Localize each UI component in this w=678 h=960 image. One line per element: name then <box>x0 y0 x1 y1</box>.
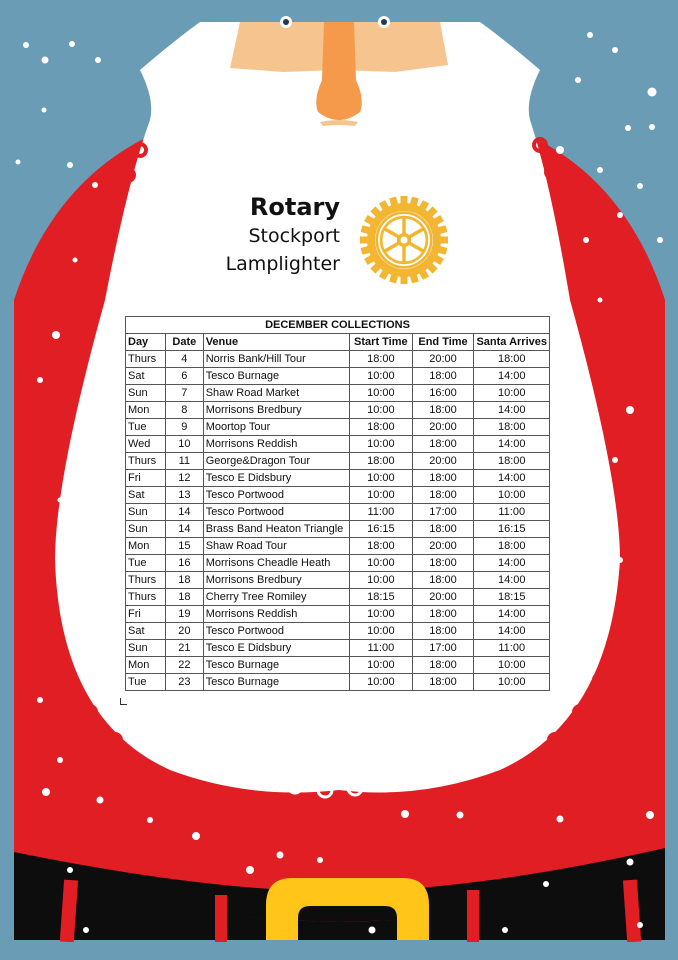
cell-start-time: 16:15 <box>350 521 412 538</box>
cell-date: 9 <box>165 419 203 436</box>
cell-venue: Moortop Tour <box>203 419 349 436</box>
col-santa-arrives: Santa Arrives <box>474 334 550 351</box>
cell-end-time: 20:00 <box>412 351 474 368</box>
table-row <box>126 657 550 674</box>
col-end-time: End Time <box>412 334 474 351</box>
table-row <box>126 555 550 572</box>
cell-day: Tue <box>126 555 166 572</box>
col-date: Date <box>165 334 203 351</box>
cell-venue: Morrisons Reddish <box>203 436 349 453</box>
cell-day: Thurs <box>126 453 166 470</box>
cell-start-time: 10:00 <box>350 402 412 419</box>
cell-day: Thurs <box>126 589 166 606</box>
table-row <box>126 521 550 538</box>
cell-santa-arrives: 18:00 <box>474 453 550 470</box>
cell-day: Tue <box>126 419 166 436</box>
cell-venue: Tesco Burnage <box>203 674 349 691</box>
cell-day: Thurs <box>126 572 166 589</box>
cell-day: Mon <box>126 538 166 555</box>
cell-date: 16 <box>165 555 203 572</box>
cell-venue: Morrisons Bredbury <box>203 402 349 419</box>
cell-venue: Shaw Road Market <box>203 385 349 402</box>
cell-venue: Tesco Burnage <box>203 368 349 385</box>
cell-date: 15 <box>165 538 203 555</box>
cell-date: 18 <box>165 589 203 606</box>
cell-start-time: 10:00 <box>350 623 412 640</box>
table-row <box>126 572 550 589</box>
cell-date: 14 <box>165 504 203 521</box>
december-collections-table <box>125 316 550 691</box>
table-row <box>126 674 550 691</box>
cell-date: 23 <box>165 674 203 691</box>
cell-start-time: 10:00 <box>350 470 412 487</box>
cell-end-time: 18:00 <box>412 436 474 453</box>
cell-day: Sun <box>126 385 166 402</box>
table-row <box>126 623 550 640</box>
crop-mark <box>120 698 127 705</box>
table-row <box>126 453 550 470</box>
table-row <box>126 385 550 402</box>
cell-start-time: 18:15 <box>350 589 412 606</box>
table-body <box>126 351 550 691</box>
cell-santa-arrives: 18:00 <box>474 538 550 555</box>
cell-end-time: 18:00 <box>412 368 474 385</box>
cell-venue: Morrisons Bredbury <box>203 572 349 589</box>
cell-start-time: 18:00 <box>350 453 412 470</box>
cell-start-time: 18:00 <box>350 351 412 368</box>
club-heading <box>200 192 340 278</box>
cell-date: 21 <box>165 640 203 657</box>
cell-date: 18 <box>165 572 203 589</box>
cell-santa-arrives: 14:00 <box>474 623 550 640</box>
cell-date: 6 <box>165 368 203 385</box>
cell-date: 8 <box>165 402 203 419</box>
cell-day: Sun <box>126 521 166 538</box>
cell-day: Tue <box>126 674 166 691</box>
cell-santa-arrives: 14:00 <box>474 402 550 419</box>
cell-end-time: 18:00 <box>412 572 474 589</box>
table-row <box>126 470 550 487</box>
cell-date: 10 <box>165 436 203 453</box>
cell-venue: Brass Band Heaton Triangle <box>203 521 349 538</box>
cell-start-time: 18:00 <box>350 419 412 436</box>
cell-santa-arrives: 10:00 <box>474 487 550 504</box>
cell-day: Fri <box>126 606 166 623</box>
table-title: DECEMBER COLLECTIONS <box>126 317 550 334</box>
cell-venue: Tesco Portwood <box>203 487 349 504</box>
cell-santa-arrives: 18:15 <box>474 589 550 606</box>
table-row <box>126 487 550 504</box>
cell-date: 20 <box>165 623 203 640</box>
cell-day: Mon <box>126 402 166 419</box>
cell-end-time: 20:00 <box>412 419 474 436</box>
cell-date: 12 <box>165 470 203 487</box>
table-row <box>126 351 550 368</box>
club-name-line1: Stockport <box>248 225 340 247</box>
cell-santa-arrives: 14:00 <box>474 368 550 385</box>
club-name-line2: Lamplighter <box>225 253 340 275</box>
table-row <box>126 419 550 436</box>
cell-day: Sat <box>126 368 166 385</box>
cell-day: Sat <box>126 487 166 504</box>
cell-start-time: 10:00 <box>350 606 412 623</box>
cell-start-time: 11:00 <box>350 504 412 521</box>
cell-venue: Tesco Portwood <box>203 504 349 521</box>
cell-santa-arrives: 11:00 <box>474 640 550 657</box>
cell-end-time: 20:00 <box>412 589 474 606</box>
cell-santa-arrives: 18:00 <box>474 351 550 368</box>
cell-day: Sat <box>126 623 166 640</box>
cell-start-time: 10:00 <box>350 572 412 589</box>
cell-day: Fri <box>126 470 166 487</box>
cell-start-time: 10:00 <box>350 487 412 504</box>
cell-end-time: 18:00 <box>412 674 474 691</box>
cell-venue: Tesco E Didsbury <box>203 640 349 657</box>
cell-day: Mon <box>126 657 166 674</box>
cell-date: 22 <box>165 657 203 674</box>
cell-end-time: 18:00 <box>412 470 474 487</box>
table-row <box>126 606 550 623</box>
table-row <box>126 436 550 453</box>
cell-date: 4 <box>165 351 203 368</box>
cell-end-time: 16:00 <box>412 385 474 402</box>
table-row <box>126 504 550 521</box>
cell-day: Thurs <box>126 351 166 368</box>
cell-santa-arrives: 14:00 <box>474 572 550 589</box>
cell-venue: Morrisons Cheadle Heath <box>203 555 349 572</box>
col-day: Day <box>126 334 166 351</box>
cell-end-time: 18:00 <box>412 521 474 538</box>
cell-end-time: 20:00 <box>412 453 474 470</box>
cell-day: Sun <box>126 640 166 657</box>
table-row <box>126 589 550 606</box>
cell-date: 7 <box>165 385 203 402</box>
cell-santa-arrives: 10:00 <box>474 385 550 402</box>
cell-start-time: 10:00 <box>350 674 412 691</box>
col-start-time: Start Time <box>350 334 412 351</box>
brand-name: Rotary <box>249 193 340 221</box>
cell-end-time: 18:00 <box>412 402 474 419</box>
cell-start-time: 10:00 <box>350 385 412 402</box>
cell-date: 14 <box>165 521 203 538</box>
cell-santa-arrives: 14:00 <box>474 555 550 572</box>
cell-end-time: 17:00 <box>412 640 474 657</box>
cell-santa-arrives: 18:00 <box>474 419 550 436</box>
table-row <box>126 538 550 555</box>
cell-end-time: 18:00 <box>412 487 474 504</box>
col-venue: Venue <box>203 334 349 351</box>
cell-end-time: 18:00 <box>412 623 474 640</box>
cell-end-time: 18:00 <box>412 555 474 572</box>
cell-start-time: 10:00 <box>350 368 412 385</box>
cell-start-time: 11:00 <box>350 640 412 657</box>
cell-venue: Shaw Road Tour <box>203 538 349 555</box>
cell-venue: Tesco E Didsbury <box>203 470 349 487</box>
cell-start-time: 10:00 <box>350 657 412 674</box>
cell-venue: Norris Bank/Hill Tour <box>203 351 349 368</box>
cell-santa-arrives: 14:00 <box>474 470 550 487</box>
cell-start-time: 10:00 <box>350 436 412 453</box>
cell-day: Sun <box>126 504 166 521</box>
cell-venue: Morrisons Reddish <box>203 606 349 623</box>
cell-start-time: 10:00 <box>350 555 412 572</box>
cell-santa-arrives: 11:00 <box>474 504 550 521</box>
table-row <box>126 368 550 385</box>
cell-venue: Tesco Portwood <box>203 623 349 640</box>
cell-date: 19 <box>165 606 203 623</box>
table-row <box>126 402 550 419</box>
cell-santa-arrives: 16:15 <box>474 521 550 538</box>
cell-santa-arrives: 10:00 <box>474 657 550 674</box>
cell-venue: Cherry Tree Romiley <box>203 589 349 606</box>
cell-date: 13 <box>165 487 203 504</box>
cell-end-time: 18:00 <box>412 606 474 623</box>
cell-venue: Tesco Burnage <box>203 657 349 674</box>
cell-start-time: 18:00 <box>350 538 412 555</box>
cell-venue: George&Dragon Tour <box>203 453 349 470</box>
cell-end-time: 17:00 <box>412 504 474 521</box>
cell-santa-arrives: 14:00 <box>474 606 550 623</box>
cell-end-time: 20:00 <box>412 538 474 555</box>
cell-day: Wed <box>126 436 166 453</box>
cell-santa-arrives: 10:00 <box>474 674 550 691</box>
cell-end-time: 18:00 <box>412 657 474 674</box>
table-row <box>126 640 550 657</box>
rotary-wheel-icon <box>360 196 448 284</box>
cell-date: 11 <box>165 453 203 470</box>
cell-santa-arrives: 14:00 <box>474 436 550 453</box>
table-header-row <box>126 334 550 351</box>
